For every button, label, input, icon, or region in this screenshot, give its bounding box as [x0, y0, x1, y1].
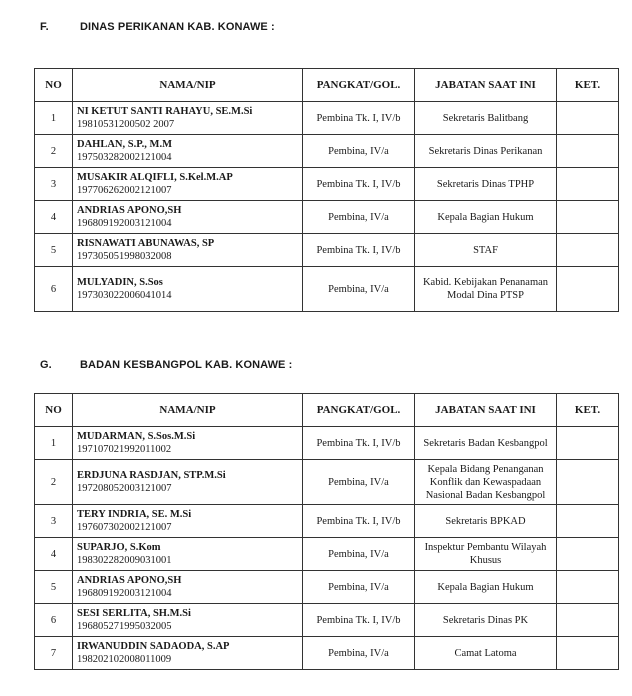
official-nip: 196809192003121004 — [77, 588, 172, 599]
official-name: DAHLAN, S.P., M.M — [77, 139, 172, 150]
official-name: RISNAWATI ABUNAWAS, SP — [77, 238, 215, 249]
official-nip: 197503282002121004 — [77, 152, 172, 163]
row-number: 6 — [35, 604, 73, 637]
note-cell — [557, 267, 619, 312]
official-nip: 197706262002121007 — [77, 185, 172, 196]
header-name: NAMA/NIP — [73, 394, 303, 427]
name-cell — [73, 505, 303, 538]
position-cell: Camat Latoma — [415, 637, 557, 670]
official-nip: 197107021992011002 — [77, 444, 172, 455]
name-cell — [73, 234, 303, 267]
position-cell: Sekretaris BPKAD — [415, 505, 557, 538]
row-number: 2 — [35, 460, 73, 505]
table-row — [35, 102, 619, 135]
name-cell — [73, 427, 303, 460]
row-number: 6 — [35, 267, 73, 312]
table-row — [35, 538, 619, 571]
position-cell: Sekretaris Dinas PK — [415, 604, 557, 637]
name-cell — [73, 135, 303, 168]
table-row — [35, 571, 619, 604]
row-number: 1 — [35, 427, 73, 460]
name-cell — [73, 637, 303, 670]
position-cell: Sekretaris Dinas TPHP — [415, 168, 557, 201]
official-name: MUSAKIR ALQIFLI, S.Kel.M.AP — [77, 172, 233, 183]
row-number: 4 — [35, 538, 73, 571]
section-g — [34, 355, 618, 670]
official-name: TERY INDRIA, SE. M.Si — [77, 509, 192, 520]
section-heading — [34, 17, 618, 37]
table-body — [35, 427, 619, 670]
name-cell — [73, 267, 303, 312]
note-cell — [557, 427, 619, 460]
row-number: 3 — [35, 505, 73, 538]
section-title: DINAS PERIKANAN KAB. KONAWE : — [80, 21, 275, 33]
position-cell: Kabid. Kebijakan Penanaman Modal Dina PTSP — [415, 267, 557, 312]
rank-cell: Pembina, IV/a — [303, 201, 415, 234]
official-name: ERDJUNA RASDJAN, STP.M.Si — [77, 470, 226, 481]
rank-cell: Pembina Tk. I, IV/b — [303, 505, 415, 538]
rank-cell: Pembina, IV/a — [303, 460, 415, 505]
name-cell — [73, 571, 303, 604]
note-cell — [557, 135, 619, 168]
section-title: BADAN KESBANGPOL KAB. KONAWE : — [80, 359, 293, 371]
official-nip: 198302282009031001 — [77, 555, 172, 566]
official-name: SUPARJO, S.Kom — [77, 542, 161, 553]
table-row — [35, 234, 619, 267]
position-cell: Kepala Bagian Hukum — [415, 571, 557, 604]
name-cell — [73, 604, 303, 637]
position-cell: Sekretaris Badan Kesbangpol — [415, 427, 557, 460]
name-cell — [73, 460, 303, 505]
official-name: ANDRIAS APONO,SH — [77, 205, 182, 216]
official-name: IRWANUDDIN SADAODA, S.AP — [77, 641, 230, 652]
note-cell — [557, 505, 619, 538]
name-cell — [73, 538, 303, 571]
rank-cell: Pembina, IV/a — [303, 538, 415, 571]
row-number: 1 — [35, 102, 73, 135]
table-header-row — [35, 394, 619, 427]
section-letter: F. — [40, 21, 49, 33]
table-row — [35, 201, 619, 234]
row-number: 2 — [35, 135, 73, 168]
rank-cell: Pembina Tk. I, IV/b — [303, 102, 415, 135]
official-nip: 196805271995032005 — [77, 621, 172, 632]
officials-table — [34, 68, 619, 312]
rank-cell: Pembina Tk. I, IV/b — [303, 604, 415, 637]
note-cell — [557, 571, 619, 604]
row-number: 4 — [35, 201, 73, 234]
position-cell: STAF — [415, 234, 557, 267]
table-row — [35, 604, 619, 637]
position-cell: Sekretaris Balitbang — [415, 102, 557, 135]
official-name: NI KETUT SANTI RAHAYU, SE.M.Si — [77, 106, 253, 117]
note-cell — [557, 460, 619, 505]
table-row — [35, 460, 619, 505]
note-cell — [557, 637, 619, 670]
name-cell — [73, 201, 303, 234]
note-cell — [557, 102, 619, 135]
official-name: ANDRIAS APONO,SH — [77, 575, 182, 586]
name-cell — [73, 102, 303, 135]
rank-cell: Pembina Tk. I, IV/b — [303, 234, 415, 267]
section-letter: G. — [40, 359, 52, 371]
note-cell — [557, 201, 619, 234]
official-name: SESI SERLITA, SH.M.Si — [77, 608, 191, 619]
official-nip: 196809192003121004 — [77, 218, 172, 229]
rank-cell: Pembina, IV/a — [303, 637, 415, 670]
table-row — [35, 427, 619, 460]
header-note: KET. — [557, 394, 619, 427]
header-no: NO — [35, 69, 73, 102]
row-number: 3 — [35, 168, 73, 201]
header-note: KET. — [557, 69, 619, 102]
rank-cell: Pembina Tk. I, IV/b — [303, 168, 415, 201]
note-cell — [557, 538, 619, 571]
official-nip: 19810531200502 2007 — [77, 119, 175, 130]
position-cell: Inspektur Pembantu Wilayah Khusus — [415, 538, 557, 571]
official-nip: 198202102008011009 — [77, 654, 172, 665]
row-number: 5 — [35, 234, 73, 267]
table-row — [35, 637, 619, 670]
note-cell — [557, 168, 619, 201]
row-number: 7 — [35, 637, 73, 670]
table-row — [35, 168, 619, 201]
position-cell: Kepala Bagian Hukum — [415, 201, 557, 234]
note-cell — [557, 604, 619, 637]
header-no: NO — [35, 394, 73, 427]
section-heading — [34, 355, 618, 375]
header-position: JABATAN SAAT INI — [415, 69, 557, 102]
position-cell: Kepala Bidang Penanganan Konflik dan Kewaspadaan Nasional Badan Kesbangpol — [415, 460, 557, 505]
rank-cell: Pembina, IV/a — [303, 135, 415, 168]
position-cell: Sekretaris Dinas Perikanan — [415, 135, 557, 168]
header-rank: PANGKAT/GOL. — [303, 394, 415, 427]
rank-cell: Pembina, IV/a — [303, 267, 415, 312]
official-nip: 197305051998032008 — [77, 251, 172, 262]
official-nip: 197208052003121007 — [77, 483, 172, 494]
official-nip: 197607302002121007 — [77, 522, 172, 533]
officials-table — [34, 393, 619, 670]
header-position: JABATAN SAAT INI — [415, 394, 557, 427]
table-row — [35, 267, 619, 312]
name-cell — [73, 168, 303, 201]
header-rank: PANGKAT/GOL. — [303, 69, 415, 102]
table-body — [35, 102, 619, 312]
section-f — [34, 17, 618, 312]
official-name: MUDARMAN, S.Sos.M.Si — [77, 431, 196, 442]
official-name: MULYADIN, S.Sos — [77, 277, 163, 288]
note-cell — [557, 234, 619, 267]
table-row — [35, 135, 619, 168]
official-nip: 197303022006041014 — [77, 290, 172, 301]
rank-cell: Pembina Tk. I, IV/b — [303, 427, 415, 460]
row-number: 5 — [35, 571, 73, 604]
table-row — [35, 505, 619, 538]
rank-cell: Pembina, IV/a — [303, 571, 415, 604]
header-name: NAMA/NIP — [73, 69, 303, 102]
table-header-row — [35, 69, 619, 102]
